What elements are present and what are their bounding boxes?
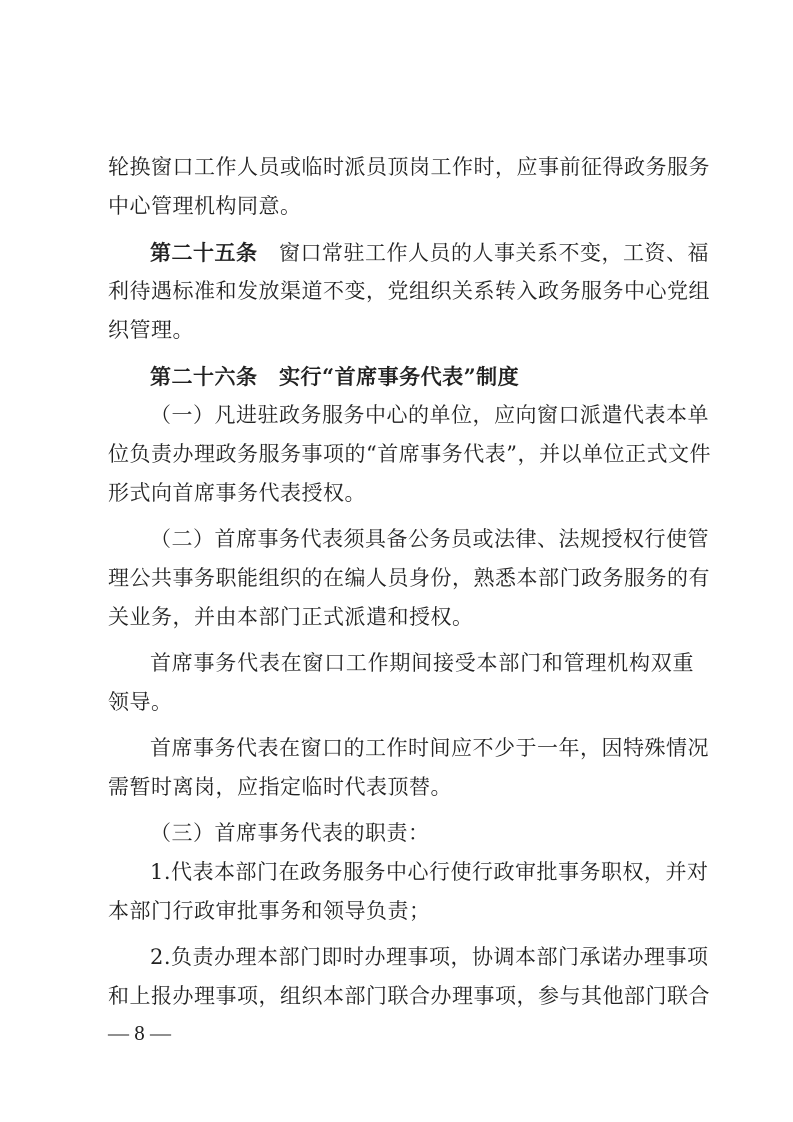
article-25 [108,233,710,350]
duty-2 [108,938,710,1016]
text-line: （一）凡进驻政务服务中心的单位，应向窗口派遣代表本单 [150,403,709,427]
text-line: 中心管理机构同意。 [108,194,302,218]
text-line: 理公共事务职能组织的在编人员身份，熟悉本部门政务服务的有 [108,566,710,590]
list-item-2 [108,520,710,637]
article-26 [108,357,694,396]
text-line [108,233,709,272]
text-line: 利待遇标准和发放渠道不变，党组织关系转入政务服务中心党组 [108,279,710,303]
text-line: 首席事务代表在窗口的工作时间应不少于一年，因特殊情况 [150,736,709,760]
paragraph [108,148,710,226]
text-line: 2.负责办理本部门即时办理事项，协调本部门承诺办理事项 [150,945,709,969]
text-line: 轮换窗口工作人员或临时派员顶岗工作时，应事前征得政务服务 [108,155,710,179]
list-item-3 [108,814,694,853]
text-line: 织管理。 [108,318,194,342]
text-line: （二）首席事务代表须具备公务员或法律、法规授权行使管 [150,527,709,551]
article-heading: 第二十五条 [150,240,258,265]
text-line: 形式向首席事务代表授权。 [108,481,366,505]
page-number: — 8 — [108,1021,171,1045]
article-text: 窗口常驻工作人员的人事关系不变，工资、福 [279,241,709,265]
text-line: 位负责办理政务服务事项的“首席事务代表”，并以单位正式文件 [108,442,711,466]
text-line: 关业务，并由本部门正式派遣和授权。 [108,605,474,629]
text-line: 1.代表本部门在政务服务中心行使行政审批事务职权，并对 [150,860,709,884]
document-body [108,148,711,1016]
text-line: 需暂时离岗，应指定临时代表顶替。 [108,775,452,799]
text-line: 和上报办理事项，组织本部门联合办理事项，参与其他部门联合 [108,984,710,1008]
text-line: 本部门行政审批事务和领导负责； [108,899,431,923]
paragraph [108,729,709,807]
text-line: （三）首席事务代表的职责： [150,821,430,845]
text-line: 首席事务代表在窗口工作期间接受本部门和管理机构双重 [150,651,694,675]
text-line: 领导。 [108,690,173,714]
duty-1 [108,853,709,931]
article-heading: 第二十六条 实行“首席事务代表”制度 [150,364,520,389]
paragraph [108,644,694,722]
list-item-1 [108,396,711,513]
